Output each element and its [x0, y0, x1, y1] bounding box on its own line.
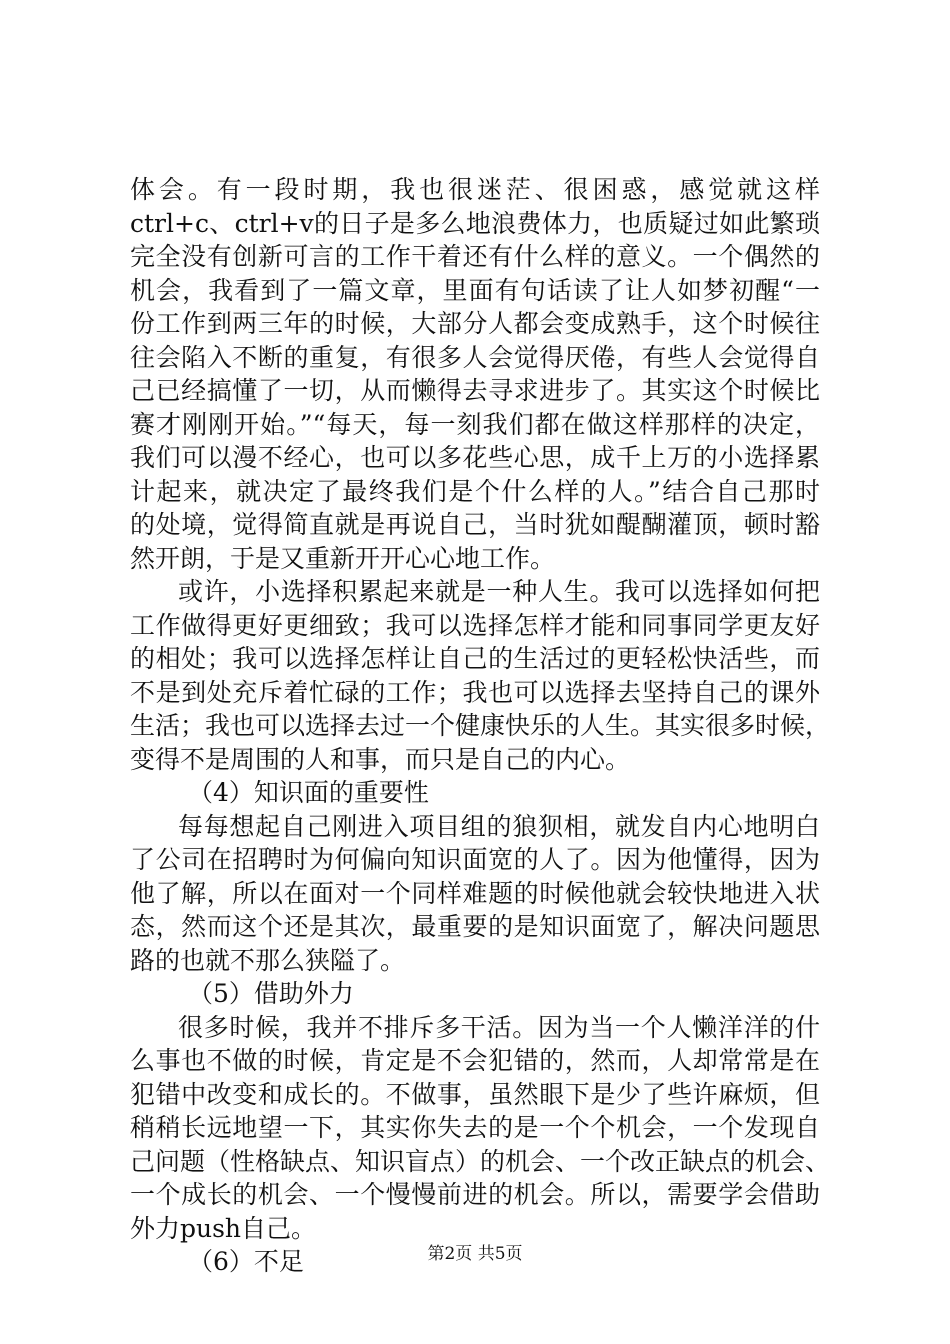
- text-line: 我们可以漫不经心，也可以多花些心思，成千上万的小选择累: [130, 443, 820, 472]
- paragraph-first-line: 每每想起自己刚进入项目组的狼狈相，就发自内心地明白: [178, 811, 820, 841]
- text-line: 么事也不做的时候，肯定是不会犯错的，然而，人却常常是在: [130, 1046, 820, 1075]
- text-line: 的处境，觉得简直就是再说自己，当时犹如醍醐灌顶，顿时豁: [130, 510, 820, 539]
- page-footer: 第2页 共5页: [427, 1244, 523, 1264]
- text-line: 他了解，所以在面对一个同样难题的时候他就会较快地进入状: [130, 878, 820, 908]
- text-line: 的相处；我可以选择怎样让自己的生活过的更轻松快活些，而: [130, 644, 820, 673]
- text-line: 计起来，就决定了最终我们是个什么样的人。”结合自己那时: [130, 476, 820, 506]
- text-line: 工作做得更好更细致；我可以选择怎样才能和同事同学更友好: [130, 610, 820, 640]
- section-heading: （4）知识面的重要性: [188, 778, 429, 807]
- text-line: 然开朗，于是又重新开开心心地工作。: [130, 543, 556, 573]
- body-text: [130, 173, 831, 1279]
- text-line: 一个成长的机会、一个慢慢前进的机会。所以，需要学会借助: [130, 1180, 820, 1209]
- paragraph-first-line: 或许，小选择积累起来就是一种人生。我可以选择如何把: [178, 577, 820, 606]
- paragraph-first-line: 很多时候，我并不排斥多干活。因为当一个人懒洋洋的什: [178, 1012, 820, 1042]
- text-line: 不是到处充斥着忙碌的工作；我也可以选择去坚持自己的课外: [130, 677, 820, 707]
- section-heading: （6）不足: [188, 1247, 304, 1276]
- text-line: 外力push自己。: [130, 1213, 317, 1243]
- text-line: ctrl+c、ctrl+v的日子是多么地浪费体力，也质疑过如此繁琐: [130, 208, 820, 238]
- text-line: 己已经搞懂了一切，从而懒得去寻求进步了。其实这个时候比: [130, 376, 820, 405]
- text-line: 变得不是周围的人和事，而只是自己的内心。: [130, 744, 631, 774]
- text-line: 往会陷入不断的重复，有很多人会觉得厌倦，有些人会觉得自: [130, 342, 820, 372]
- section-heading: （5）借助外力: [188, 979, 354, 1008]
- text-line: 己问题（性格缺点、知识盲点）的机会、一个改正缺点的机会、: [130, 1146, 831, 1176]
- text-line: 路的也就不那么狭隘了。: [130, 945, 406, 975]
- text-line: 态，然而这个还是其次，最重要的是知识面宽了，解决问题思: [130, 912, 820, 941]
- text-line: 体会。有一段时期，我也很迷茫、很困惑，感觉就这样: [130, 175, 820, 204]
- text-line: 了公司在招聘时为何偏向知识面宽的人了。因为他懂得，因为: [130, 845, 820, 874]
- text-line: 生活；我也可以选择去过一个健康快乐的人生。其实很多时候，: [130, 711, 831, 740]
- text-line: 份工作到两三年的时候，大部分人都会变成熟手，这个时候往: [130, 309, 820, 338]
- text-line: 完全没有创新可言的工作干着还有什么样的意义。一个偶然的: [130, 242, 820, 271]
- text-line: 犯错中改变和成长的。不做事，虽然眼下是少了些许麻烦，但: [130, 1079, 820, 1109]
- text-line: 稍稍长远地望一下，其实你失去的是一个个机会，一个发现自: [130, 1113, 820, 1142]
- text-line: 机会，我看到了一篇文章，里面有句话读了让人如梦初醒“一: [130, 275, 820, 305]
- text-line: 赛才刚刚开始。”“每天，每一刻我们都在做这样那样的决定，: [130, 409, 820, 439]
